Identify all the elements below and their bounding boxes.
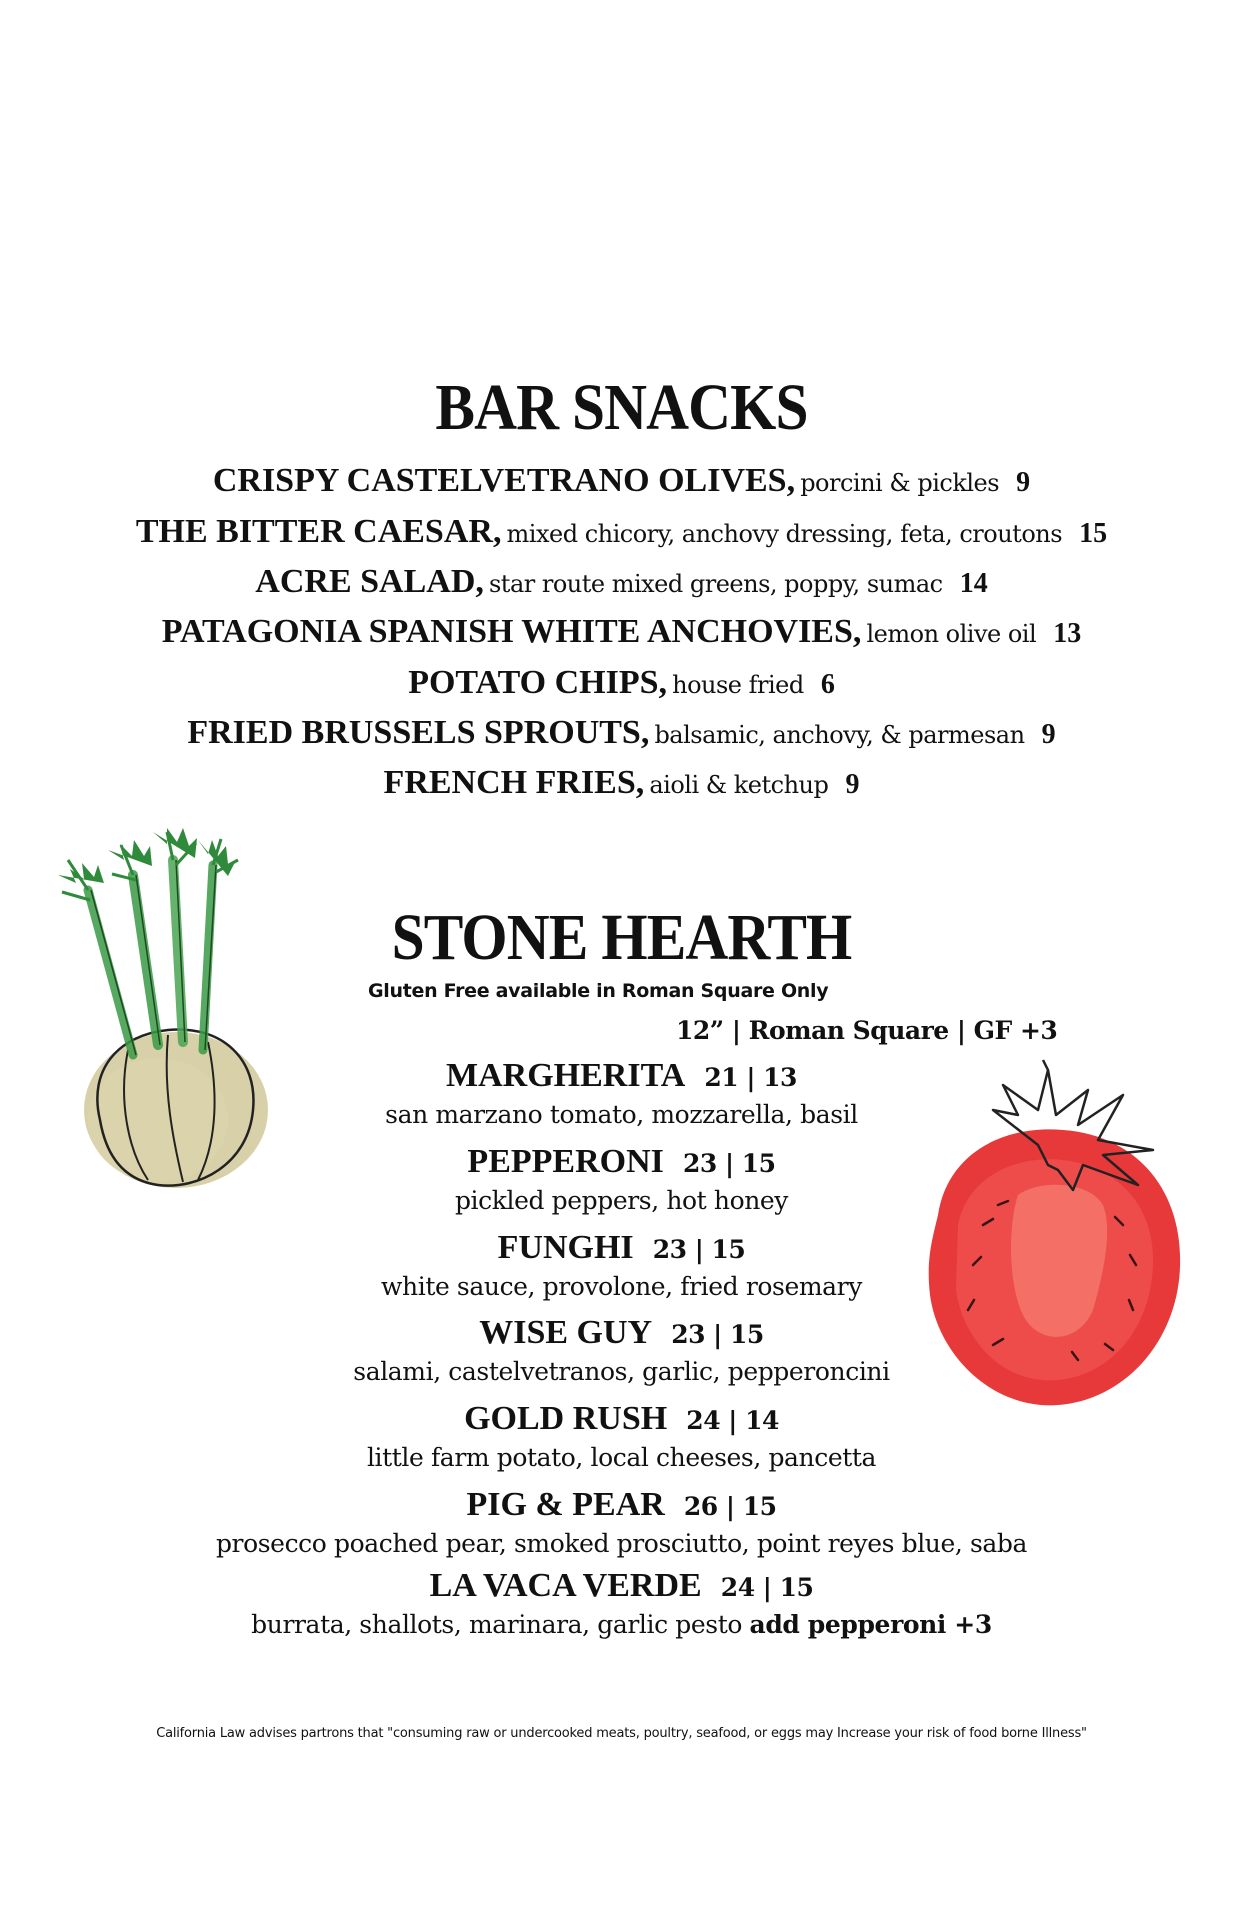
pizza-name: GOLD RUSH bbox=[464, 1400, 668, 1437]
snack-item bbox=[0, 615, 1243, 649]
snack-name: PATAGONIA SPANISH WHITE ANCHOVIES, bbox=[161, 613, 862, 650]
pizza-price: 21 | 13 bbox=[704, 1063, 797, 1092]
pizza-name: FUNGHI bbox=[497, 1229, 634, 1266]
snack-desc: mixed chicory, anchovy dressing, feta, croutons bbox=[506, 520, 1063, 548]
snack-item bbox=[0, 565, 1243, 599]
snack-desc: aioli & ketchup bbox=[649, 771, 829, 799]
snack-price: 13 bbox=[1053, 618, 1082, 649]
snack-desc: star route mixed greens, poppy, sumac bbox=[488, 570, 943, 598]
pizza-desc: san marzano tomato, mozzarella, basil bbox=[385, 1100, 858, 1129]
tomato-icon bbox=[898, 1055, 1228, 1435]
snack-item bbox=[0, 515, 1243, 549]
pizza-price: 26 | 15 bbox=[683, 1492, 777, 1521]
bar-snacks-title: BAR SNACKS bbox=[435, 371, 808, 444]
snack-price: 9 bbox=[1041, 719, 1056, 750]
gluten-free-note: Gluten Free available in Roman Square Only bbox=[368, 980, 829, 1002]
legal-disclaimer: California Law advises partrons that "consuming raw or undercooked meats, poultry, seafood, or eggs may Increase your risk of food borne Illness" bbox=[156, 1726, 1087, 1741]
snack-name: THE BITTER CAESAR, bbox=[135, 513, 502, 550]
pizza-price: 24 | 14 bbox=[686, 1406, 779, 1435]
pizza-desc: little farm potato, local cheeses, pancetta bbox=[366, 1443, 877, 1472]
pizza-desc: salami, castelvetranos, garlic, pepperoncini bbox=[353, 1357, 890, 1386]
snack-item bbox=[0, 716, 1243, 750]
pizza-desc: prosecco poached pear, smoked prosciutto, point reyes blue, saba bbox=[215, 1529, 1028, 1558]
pizza-name: PIG & PEAR bbox=[466, 1486, 665, 1523]
snack-name: FRIED BRUSSELS SPROUTS, bbox=[187, 714, 650, 751]
snack-desc: balsamic, anchovy, & parmesan bbox=[654, 721, 1025, 749]
snack-price: 9 bbox=[845, 769, 860, 800]
pizza-price: 23 | 15 bbox=[682, 1149, 776, 1178]
stone-hearth-title: STONE HEARTH bbox=[391, 901, 852, 974]
pizza-name: MARGHERITA bbox=[446, 1057, 686, 1094]
pizza-heading bbox=[0, 1569, 1243, 1603]
fennel-icon bbox=[48, 820, 288, 1200]
snack-name: FRENCH FRIES, bbox=[383, 764, 645, 801]
snack-desc: house fried bbox=[672, 671, 804, 699]
pizza-desc-text: burrata, shallots, marinara, garlic pesto bbox=[251, 1610, 742, 1639]
pizza-desc: pickled peppers, hot honey bbox=[454, 1186, 789, 1215]
pizza-desc: white sauce, provolone, fried rosemary bbox=[381, 1272, 862, 1301]
snack-item bbox=[0, 464, 1243, 498]
snack-desc: porcini & pickles bbox=[800, 469, 1000, 497]
pizza-price: 23 | 15 bbox=[652, 1235, 746, 1264]
snack-name: ACRE SALAD, bbox=[255, 563, 484, 600]
pizza-addon: add pepperoni +3 bbox=[749, 1610, 992, 1639]
snack-price: 6 bbox=[820, 669, 835, 700]
pizza-price: 23 | 15 bbox=[671, 1320, 764, 1349]
snack-item bbox=[0, 666, 1243, 700]
pizza-heading bbox=[0, 1488, 1243, 1522]
snack-desc: lemon olive oil bbox=[866, 620, 1037, 648]
snack-price: 15 bbox=[1079, 518, 1108, 549]
snack-name: POTATO CHIPS, bbox=[408, 664, 668, 701]
snack-item bbox=[0, 766, 1243, 800]
snack-name: CRISPY CASTELVETRANO OLIVES, bbox=[212, 462, 796, 499]
pizza-name: PEPPERONI bbox=[467, 1143, 664, 1180]
size-options-note: 12” | Roman Square | GF +3 bbox=[676, 1016, 1058, 1045]
pizza-name: WISE GUY bbox=[479, 1314, 653, 1351]
pizza-price: 24 | 15 bbox=[720, 1573, 814, 1602]
snack-price: 9 bbox=[1016, 467, 1031, 498]
pizza-desc bbox=[0, 1612, 1243, 1637]
snack-price: 14 bbox=[959, 568, 988, 599]
pizza-name: LA VACA VERDE bbox=[429, 1567, 702, 1604]
